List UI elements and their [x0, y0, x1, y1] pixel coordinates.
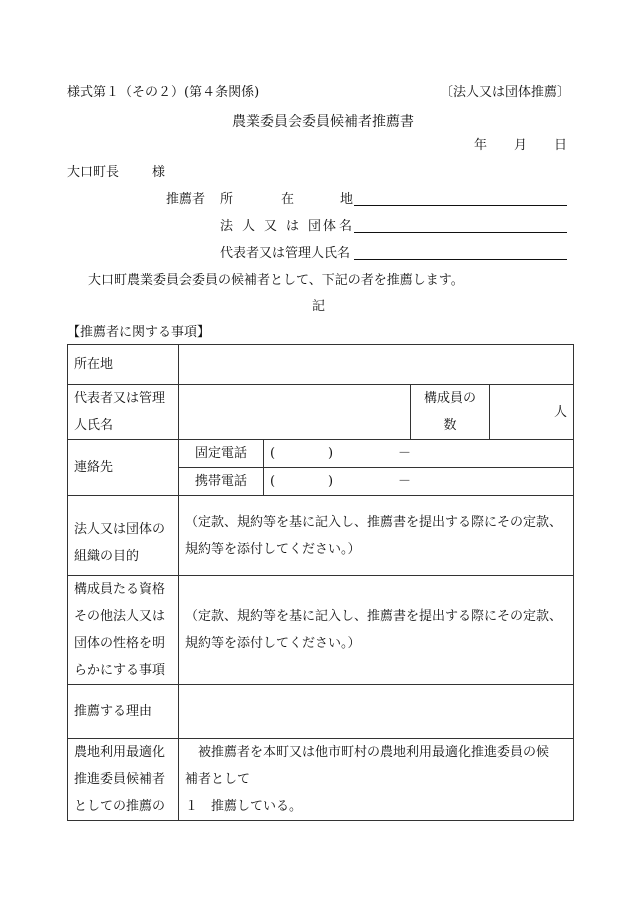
representative-label-line1: 代表者又は管理 [74, 391, 166, 406]
mobile-label: 携帯電話 [179, 468, 264, 496]
members-unit: 人 [553, 404, 567, 420]
qualification-label-line2: その他法人又は [74, 609, 166, 624]
rep-name-label: 代表者又は管理人氏名 [220, 246, 351, 261]
address-label-2: 在 [281, 192, 295, 207]
recommender-table [67, 344, 574, 821]
org-name-label-1: 法 [220, 219, 234, 234]
landline-value[interactable] [264, 440, 574, 468]
qualification-note-line2: 規約等を添付してください。） [185, 636, 361, 651]
contact-row-label: 連絡先 [68, 440, 179, 496]
members-count-label [411, 385, 490, 440]
date-day-label: 日 [554, 138, 568, 153]
members-label-line1: 構成員の [423, 391, 476, 406]
purpose-note-line2: 規約等を添付してください。） [185, 541, 361, 557]
section-title: 【推薦者に関する事項】 [67, 325, 211, 340]
ki-label: 記 [312, 299, 326, 314]
org-name-label-5: 団 [308, 219, 322, 234]
address-field[interactable] [354, 205, 567, 206]
optimization-label-line3: としての推薦の [74, 799, 166, 814]
qualification-note-line1: （定款、規約等を基に記入し、推薦書を提出する際にその定款、 [185, 609, 563, 624]
recommender-label: 推薦者 [166, 192, 206, 207]
mobile-open-paren: ( [270, 474, 276, 489]
optimization-text-line1: 被推薦者を本町又は他市町村の農地利用最適化推進委員の候 [198, 745, 550, 760]
qualification-label-line3: 団体の性格を明 [74, 636, 166, 651]
mobile-dash: － [398, 474, 412, 489]
date-month-label: 月 [514, 138, 528, 153]
qualification-row-value[interactable] [179, 576, 574, 685]
date-year-label: 年 [474, 138, 488, 153]
purpose-row-value[interactable] [179, 496, 574, 576]
org-name-label-6: 体 [323, 219, 337, 234]
org-name-label-3: 又 [264, 219, 278, 234]
document-title: 農業委員会委員候補者推薦書 [232, 114, 414, 130]
landline-open-paren: ( [270, 446, 276, 461]
address-label-1: 所 [220, 192, 234, 207]
mobile-close-paren: ) [328, 474, 334, 489]
rep-name-field[interactable] [354, 259, 567, 260]
addressee-honorific: 様 [152, 165, 166, 180]
optimization-row-value[interactable] [179, 739, 574, 821]
reason-row-label: 推薦する理由 [68, 685, 179, 739]
qualification-row-label [68, 576, 179, 685]
address-row-label: 所在地 [68, 345, 179, 385]
purpose-note-line1: （定款、規約等を基に記入し、推薦書を提出する際にその定款、 [185, 514, 563, 530]
address-label-3: 地 [340, 192, 354, 207]
members-label-line2: 数 [443, 418, 457, 433]
qualification-label-line1: 構成員たる資格 [74, 582, 166, 597]
qualification-label-line4: らかにする事項 [74, 663, 166, 678]
org-name-label-7: 名 [339, 219, 353, 234]
representative-row-value[interactable] [179, 385, 411, 440]
purpose-label-line1: 法人又は団体の [74, 521, 166, 537]
purpose-label-line2: 組織の目的 [74, 548, 140, 564]
representative-row-label [68, 385, 179, 440]
landline-dash: － [398, 446, 412, 461]
optimization-label-line1: 農地利用最適化 [74, 745, 166, 760]
org-name-field[interactable] [354, 232, 567, 233]
purpose-row-label [68, 496, 179, 576]
landline-label: 固定電話 [179, 440, 264, 468]
intro-text: 大口町農業委員会委員の候補者として、下記の者を推薦します。 [88, 273, 464, 288]
addressee-name: 大口町長 [67, 165, 120, 180]
mobile-value[interactable] [264, 468, 574, 496]
members-count-value[interactable] [490, 385, 574, 440]
optimization-row-label [68, 739, 179, 821]
form-number: 様式第１（その２）(第４条関係) [67, 85, 260, 100]
reason-row-value[interactable] [179, 685, 574, 739]
org-name-label-4: は [286, 219, 300, 234]
form-type: 〔法人又は団体推薦〕 [440, 85, 571, 100]
representative-label-line2: 人氏名 [74, 418, 114, 433]
optimization-text-line3: １ 推薦している。 [185, 799, 303, 814]
org-name-label-2: 人 [242, 219, 256, 234]
optimization-label-line2: 推進委員候補者 [74, 772, 166, 787]
landline-close-paren: ) [328, 446, 334, 461]
optimization-text-line2: 補者として [185, 772, 251, 787]
address-row-value[interactable] [179, 345, 574, 385]
